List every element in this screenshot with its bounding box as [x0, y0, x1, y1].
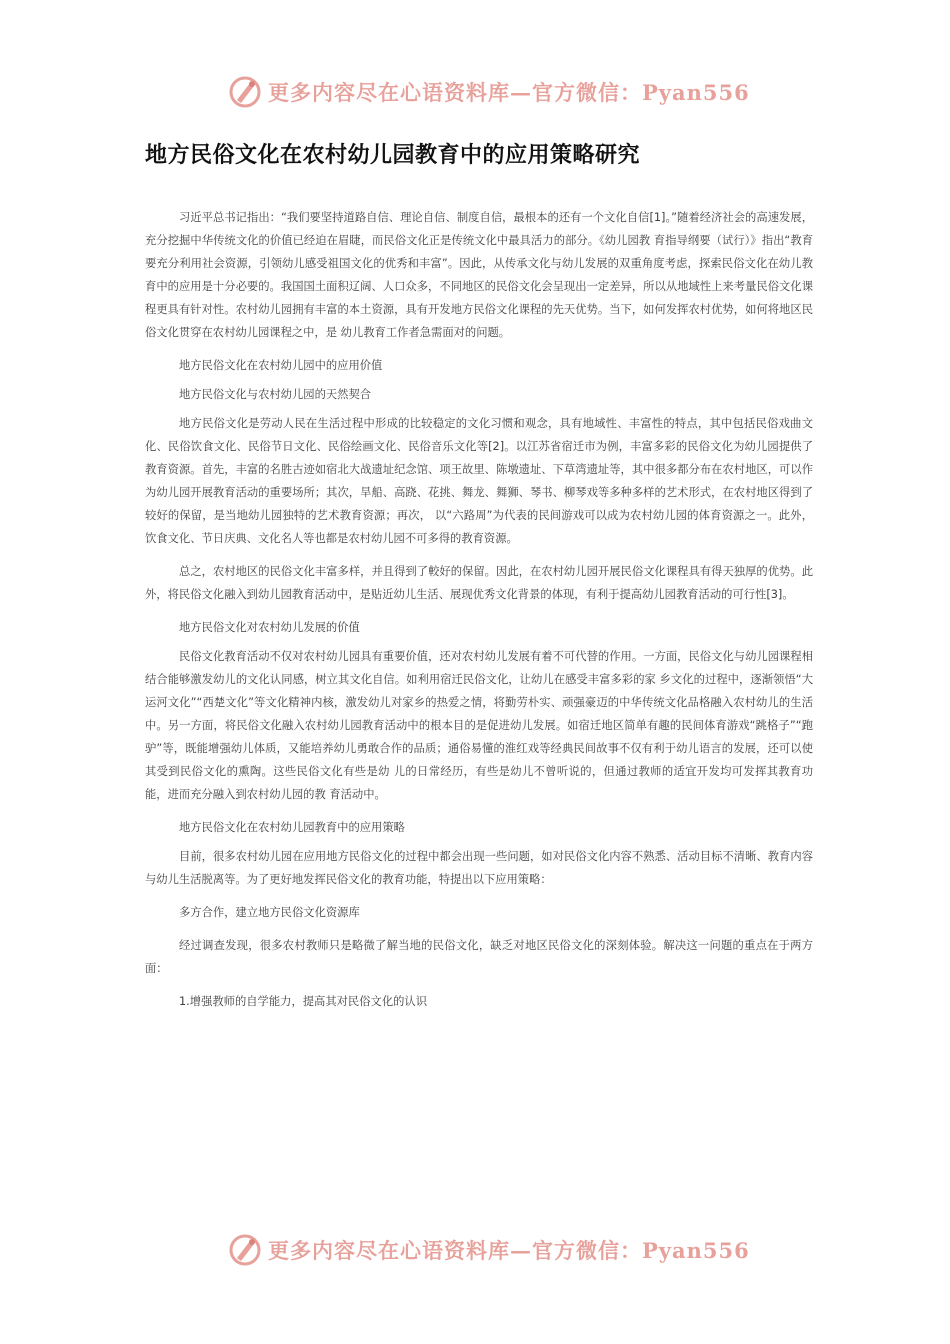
paragraph: 地方民俗文化是劳动人民在生活过程中形成的比较稳定的文化习惯和观念，具有地域性、丰富性的特点，其中包括民俗戏曲文化、民俗饮食文化、民俗节日文化、民俗绘画文化、民俗音乐文化等[2]。以江苏省宿迁市为例，丰富多彩的民俗文化为幼儿园提供了教育资源。首先，丰富的名胜古迹如宿北大战遗址纪念馆、项王故里、陈墩遗址、下草湾遗址等，其中很多都分布在农村地区，可以作为幼儿园开展教育活动的重要场所；其次，旱船、高跷、花挑、舞龙、舞狮、琴书、柳琴戏等多种多样的艺术形式，在农村地区得到了较好的保留，是当地幼儿园独特的艺术教育资源；再次， 以“六路周”为代表的民间游戏可以成为农村幼儿园的体育资源之一。此外，饮食文化、节日庆典、文化名人等也都是农村幼儿园不可多得的教育资源。	[145, 417, 813, 545]
section-heading: 地方民俗文化在农村幼儿园教育中的应用策略	[179, 821, 405, 834]
header-watermark-banner	[228, 72, 750, 112]
paragraph: 目前，很多农村幼儿园在应用地方民俗文化的过程中都会出现一些问题，如对民俗文化内容不熟悉、活动目标不清晰、教育内容与幼儿生活脱离等。为了更好地发挥民俗文化的教育功能，特提出以下应用策略：	[145, 850, 813, 886]
paragraph: 民俗文化教育活动不仅对农村幼儿园具有重要价值，还对农村幼儿发展有着不可代替的作用。一方面，民俗文化与幼儿园课程相结合能够激发幼儿的文化认同感，树立其文化自信。如利用宿迁民俗文化，让幼儿在感受丰富多彩的家 乡文化的过程中，逐渐领悟“大运河文化”“西楚文化”等文化精神内核，激发幼儿对家乡的热爱之情，将勤劳朴实、顽强豪迈的中华传统文化品格融入农村幼儿的生活中。另一方面，将民俗文化融入农村幼儿园教育活动中的根本目的是促进幼儿发展。如宿迁地区简单有趣的民间体育游戏“跳格子”“跑驴”等，既能增强幼儿体质，又能培养幼儿勇敢合作的品质；通俗易懂的淮红戏等经典民间故事不仅有利于幼儿语言的发展，还可以使其受到民俗文化的熏陶。这些民俗文化有些是幼 儿的日常经历，有些是幼儿不曾听说的，但通过教师的适宜开发均可发挥其教育功能，进而充分融入到农村幼儿园的教 育活动中。	[145, 650, 813, 801]
document-body	[145, 206, 813, 1013]
footer-watermark-banner	[228, 1230, 750, 1270]
section-heading: 地方民俗文化对农村幼儿发展的价值	[179, 621, 360, 634]
section-heading: 多方合作，建立地方民俗文化资源库	[179, 906, 360, 919]
document-title: 地方民俗文化在农村幼儿园教育中的应用策略研究	[145, 143, 641, 168]
pen-feather-logo-icon	[228, 1233, 262, 1267]
paragraph: 总之，农村地区的民俗文化丰富多样，并且得到了較好的保留。因此，在农村幼儿园开展民俗文化课程具有得天独厚的优势。此外，将民俗文化融入到幼儿园教育活动中，是贴近幼儿生活、展现优秀文化背景的体现，有利于提高幼儿园教育活动的可行性[3]。	[145, 565, 813, 601]
paragraph: 习近平总书记指出：“我们要坚持道路自信、理论自信、制度自信，最根本的还有一个文化自信[1]。”随着经济社会的高速发展，充分挖掘中华传统文化的价值已经迫在眉睫，而民俗文化正是传统文化中最具活力的部分。《幼儿园教 育指导纲要（试行）》指出“教育要充分利用社会资源，引领幼儿感受祖国文化的优秀和丰富”。因此，从传承文化与幼儿发展的双重角度考虑，探索民俗文化在幼儿教育中的应用是十分必要的。我国国土面积辽阔、人口众多，不同地区的民俗文化会呈现出一定差异，所以从地域性上来考量民俗文化课程更具有针对性。农村幼儿园拥有丰富的本土资源，具有开发地方民俗文化课程的先天优势。当下，如何发挥农村优势，如何将地区民俗文化贯穿在农村幼儿园课程之中，是 幼儿教育工作者急需面对的问题。	[145, 211, 813, 339]
banner-text: 更多内容尽在心语资料库—官方微信：Pyan556	[268, 80, 750, 105]
banner-text: 更多内容尽在心语资料库—官方微信：Pyan556	[268, 1238, 750, 1263]
paragraph: 经过调查发现，很多农村教师只是略微了解当地的民俗文化，缺乏对地区民俗文化的深刻体验。解决这一问题的重点在于两方面：	[145, 939, 813, 975]
section-heading: 地方民俗文化与农村幼儿园的天然契合	[179, 388, 372, 401]
section-heading: 1.增强教师的自学能力，提高其对民俗文化的认识	[179, 995, 428, 1008]
pen-feather-logo-icon	[228, 75, 262, 109]
section-heading: 地方民俗文化在农村幼儿园中的应用价值	[179, 359, 383, 372]
